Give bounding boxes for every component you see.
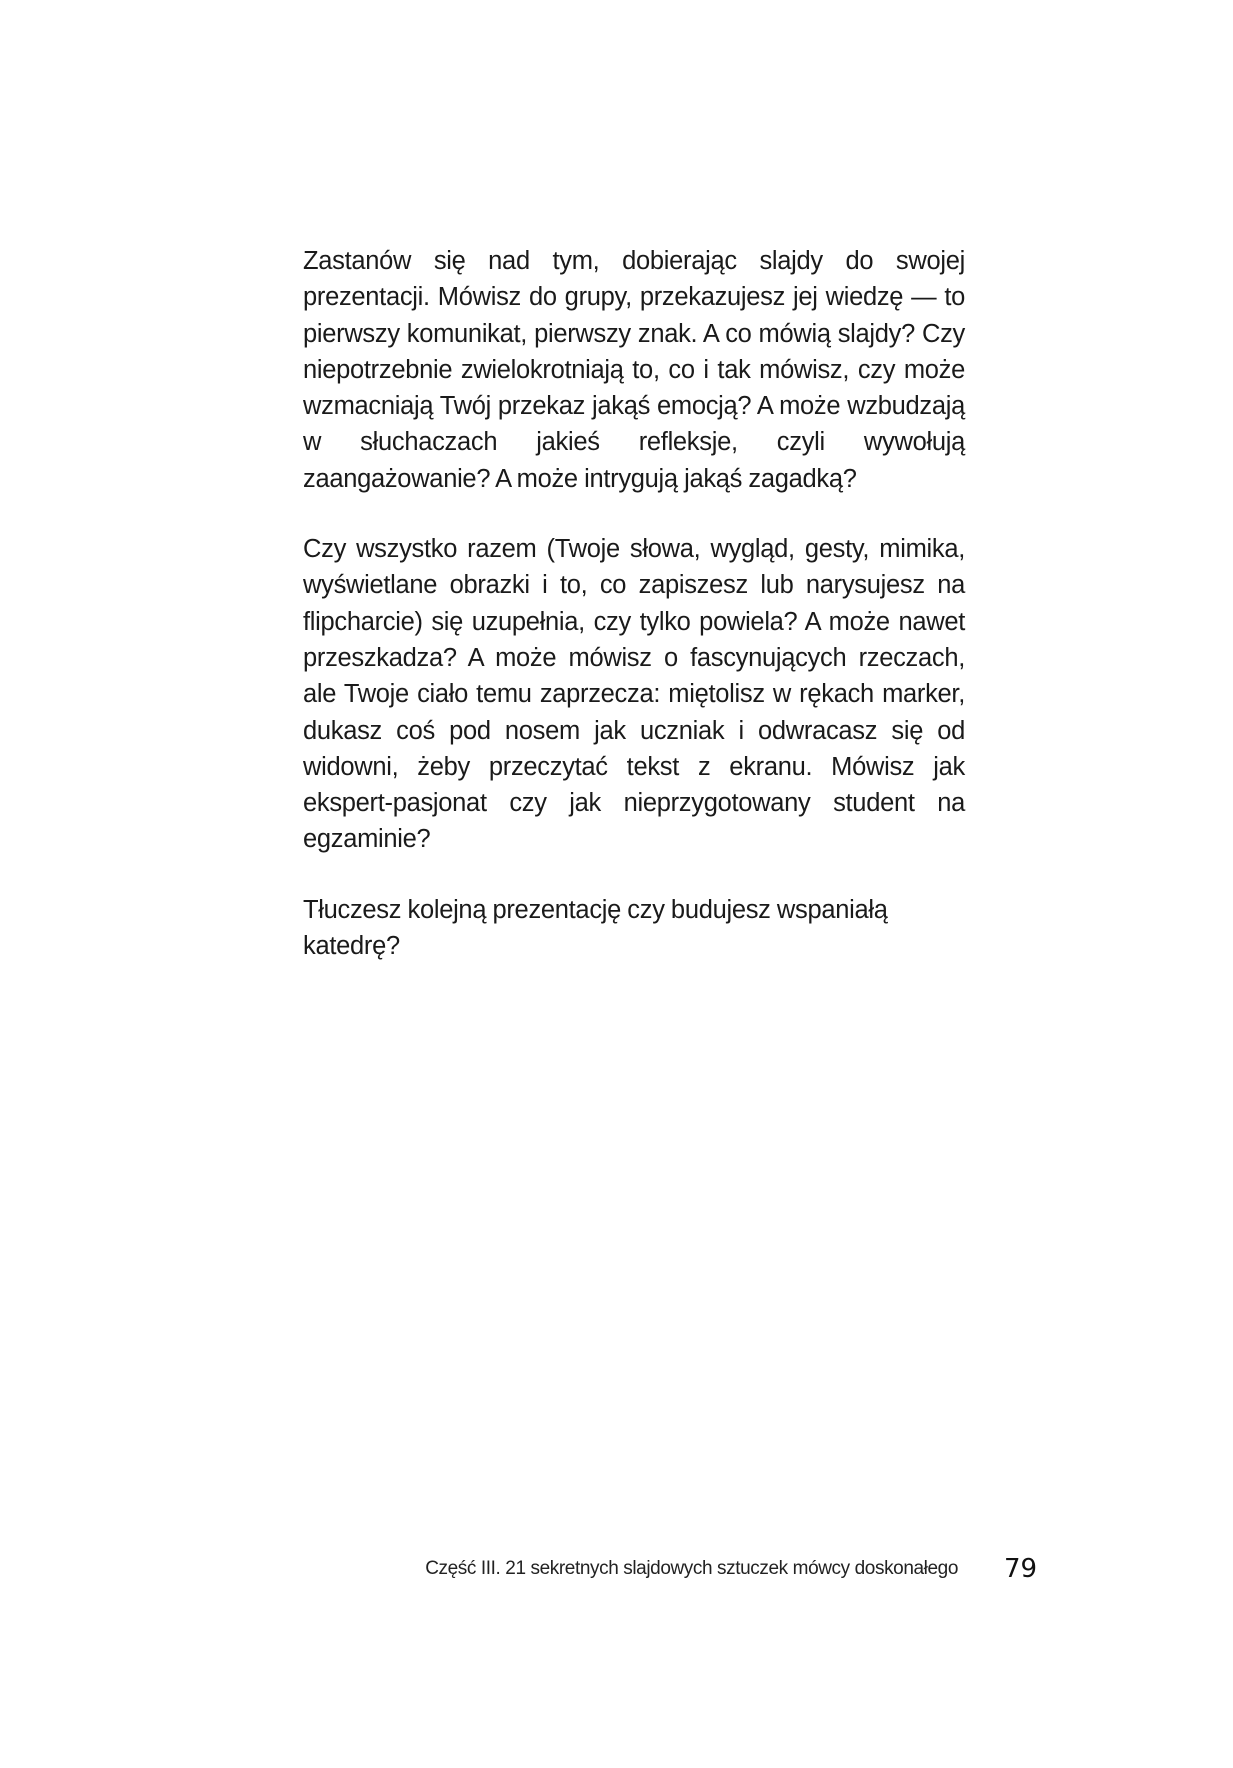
paragraph-3: Tłuczesz kolejną prezentację czy budujesz wspaniałą katedrę? xyxy=(303,895,888,961)
body-text xyxy=(303,243,965,964)
page-number: 79 xyxy=(1004,1554,1038,1584)
paragraph-2: Czy wszystko razem (Twoje słowa, wygląd, gesty, mimika, wyświetlane obrazki i to, co zapiszesz lub narysujesz na flipcharcie) się uzupełnia, czy tylko powiela? A może nawet przeszkadza? A może mówisz o fascynujących rzeczach, ale Twoje ciało temu zaprzecza: miętolisz w rękach marker, dukasz coś pod nosem jak uczniak i odwracasz się od widowni, żeby przeczytać tekst z ekranu. Mówisz jak ekspert-pasjonat czy jak nieprzygotowany student na egzaminie? xyxy=(303,535,965,854)
page-footer xyxy=(0,1552,1233,1592)
paragraph-1: Zastanów się nad tym, dobierając slajdy do swojej prezentacji. Mówisz do grupy, przekazujesz jej wiedzę — to pierwszy komunikat, pierwszy znak. A co mówią slajdy? Czy niepotrzebnie zwielokrotniają to, co i tak mówisz, czy może wzmacniają Twój przekaz jakąś emocją? A może wzbudzają w słuchaczach jakieś refleksje, czyli wywołują zaangażowanie? A może intrygują jakąś zagadką? xyxy=(303,247,965,493)
running-title: Część III. 21 sekretnych slajdowych sztuczek mówcy doskonałego xyxy=(425,1558,958,1579)
